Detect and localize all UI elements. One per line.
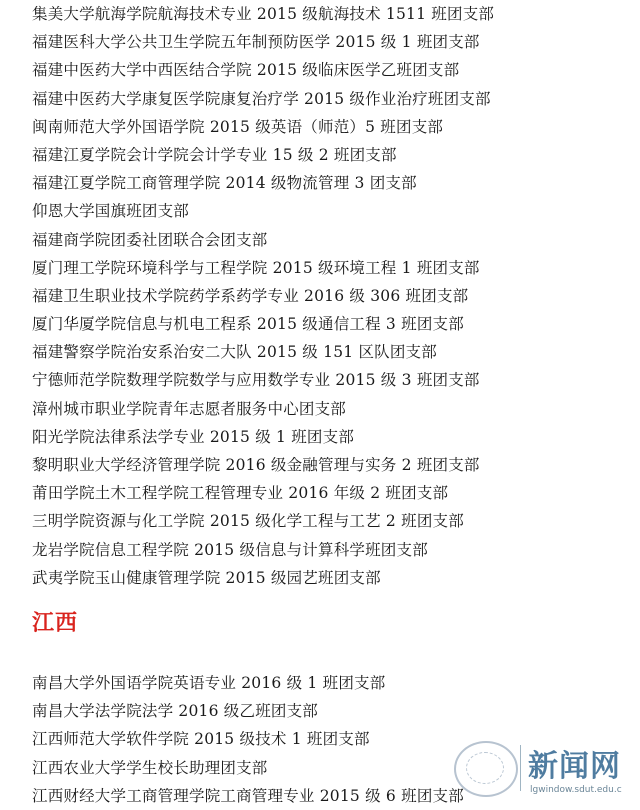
- watermark-title: 新闻网: [528, 749, 621, 784]
- list-item: 江西农业大学学生校长助理团支部: [32, 758, 268, 777]
- list-item: 江西财经大学工商管理学院工商管理专业 2015 级 6 班团支部: [32, 786, 464, 805]
- list-item: 福建江夏学院会计学院会计学专业 15 级 2 班团支部: [32, 145, 397, 164]
- list-item: 龙岩学院信息工程学院 2015 级信息与计算科学班团支部: [32, 540, 428, 559]
- list-item: 集美大学航海学院航海技术专业 2015 级航海技术 1511 班团支部: [32, 5, 495, 23]
- list-item: 莆田学院土木工程学院工程管理专业 2016 年级 2 班团支部: [32, 484, 449, 503]
- list-item: 福建江夏学院工商管理学院 2014 级物流管理 3 团支部: [32, 174, 417, 193]
- list-item: 阳光学院法律系法学专业 2015 级 1 班团支部: [32, 427, 355, 446]
- watermark-url: lgwindow.sdut.edu.c: [530, 785, 622, 795]
- list-item: 福建中医药大学康复医学院康复治疗学 2015 级作业治疗班团支部: [32, 89, 491, 108]
- list-item: 南昌大学外国语学院英语专业 2016 级 1 班团支部: [32, 674, 386, 692]
- jiangxi-branch-list: [32, 669, 464, 810]
- list-item: 厦门华厦学院信息与机电工程系 2015 级通信工程 3 班团支部: [32, 315, 464, 334]
- list-item: 仰恩大学国旗班团支部: [32, 202, 190, 221]
- list-item: 宁德师范学院数理学院数学与应用数学专业 2015 级 3 班团支部: [32, 371, 480, 390]
- list-item: 漳州城市职业学院青年志愿者服务中心团支部: [32, 399, 347, 418]
- watermark: [454, 737, 636, 803]
- list-item: 江西师范大学软件学院 2015 级技术 1 班团支部: [32, 730, 370, 749]
- university-seal-icon: [454, 741, 518, 797]
- list-item: 福建卫生职业技术学院药学系药学专业 2016 级 306 班团支部: [32, 286, 469, 305]
- list-item: 三明学院资源与化工学院 2015 级化学工程与工艺 2 班团支部: [32, 512, 464, 531]
- list-item: 福建商学院团委社团联合会团支部: [32, 230, 268, 249]
- list-item: 武夷学院玉山健康管理学院 2015 级园艺班团支部: [32, 568, 381, 587]
- list-item: 南昌大学法学院法学 2016 级乙班团支部: [32, 702, 319, 721]
- list-item: 闽南师范大学外国语学院 2015 级英语（师范）5 班团支部: [32, 117, 444, 136]
- list-item: 黎明职业大学经济管理学院 2016 级金融管理与实务 2 班团支部: [32, 456, 480, 474]
- list-item: 福建医科大学公共卫生学院五年制预防医学 2015 级 1 班团支部: [32, 33, 480, 52]
- fujian-branch-list: [32, 0, 494, 592]
- list-item: 福建警察学院治安系治安二大队 2015 级 151 区队团支部: [32, 343, 437, 362]
- list-item: 福建中医药大学中西医结合学院 2015 级临床医学乙班团支部: [32, 61, 460, 80]
- list-item: 厦门理工学院环境科学与工程学院 2015 级环境工程 1 班团支部: [32, 258, 480, 277]
- watermark-divider: [520, 745, 521, 791]
- section-heading-jiangxi: 江西: [32, 611, 79, 636]
